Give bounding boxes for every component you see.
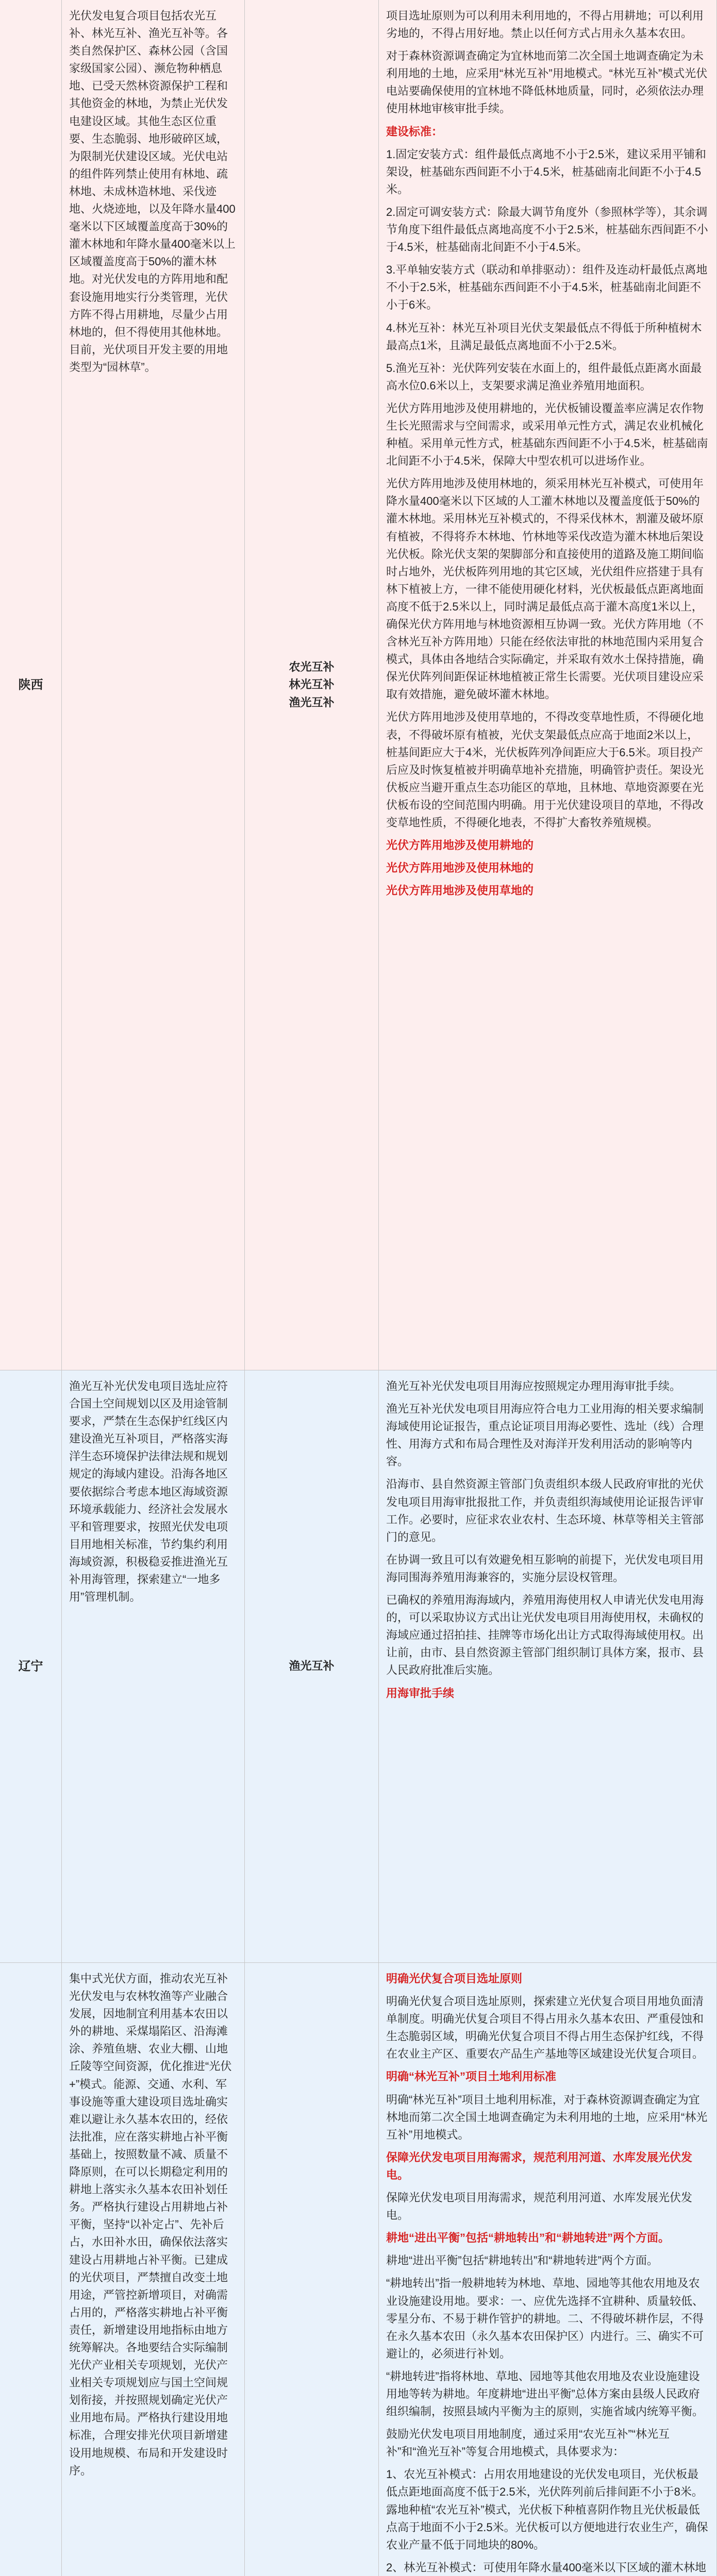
policy-paragraph: 明确“林光互补”项目土地利用标准，对于森林资源调查确定为宜林地而第二次全国土地调查确定为未利用地的土地，应采用“林光互补”用地模式。 — [386, 2093, 708, 2141]
policy-cell — [379, 0, 717, 1370]
policy-paragraph: 在协调一致且可以有效避免相互影响的前提下，光伏发电项目用海同围海养殖用海兼容的，实施分层设权管理。 — [386, 1553, 704, 1584]
scope-text: 集中式光伏方面，推动农光互补光伏发电与农林牧渔等产业融合发展，因地制宜利用基本农田以外的耕地、采煤塌陷区、沿海滩涂、养殖鱼塘、农业大棚、山地丘陵等空间资源，优化推进“光伏+”模式。能源、交通、水利、军事设施等重大建设项目选址确实难以避让永久基本农田的，经依法批准，应在落实耕地占补平衡基础上，按照数量不减、质量不降原则，在可以长期稳定利用的耕地上落实永久基本农田补划任务。严格执行建设占用耕地占补平衡，坚持“以补定占”、先补后占，水田补水田，确保依法落实建设占用耕地占补平衡。已建成的光伏项目，严禁擅自改变土地用途，严管控新增项目，对确需占用的，严格落实耕地占补平衡责任，新增建设用地指标由地方统筹解决。各地要结合实际编制光伏产业相关专项规划，光伏产业相关专项规划应与国土空间规划衔接，并按照规划确定光伏产业用地布局。严格执行建设用地标准，合理安排光伏项目新增建设用地规模、布局和开发建设时序。 — [69, 1972, 232, 2477]
province-cell — [0, 0, 62, 1370]
policy-highlight: 保障光伏发电项目用海需求，规范利用河道、水库发展光伏发电。 — [386, 2150, 693, 2181]
policy-paragraph: 光伏方阵用地涉及使用耕地的，光伏板铺设覆盖率应满足农作物生长光照需求与空间需求，或采用单元性方式，满足农业机械化种植。采用单元性方式，桩基础东西间距不小于4.5米，桩基础南北间距不小于4.5米，保障大中型农机可以进场作业。 — [386, 401, 708, 468]
modes-cell — [245, 0, 379, 1370]
policy-paragraph: 1、农光互补模式：占用农用地建设的光伏发电项目，光伏板最低点距地面高度不低于2.5米，光伏阵列前后排间距不小于8米。露地种植“农光互补”模式，光伏板下种植喜阴作物且光伏板最低点高于地面不小于2.5米。光伏板可以方便地进行农业生产，确保农业产量不低于同地块的80%。 — [386, 2468, 708, 2551]
policy-subheading: 建设标准： — [386, 125, 443, 138]
policy-cell — [379, 1370, 717, 1963]
scope-text: 光伏发电复合项目包括农光互补、林光互补、渔光互补等。各类自然保护区、森林公园（含国家级国家公园）、濒危物种栖息地、已受天然林资源保护工程和其他资金的林地，为禁止光伏发电建设区域。其他生态区位重要、生态脆弱、地形破碎区域，为限制光伏建设区域。光伏电站的组件阵列禁止使用有林地、疏林地、未成林造林地、采伐迹地、火烧迹地，以及年降水量400毫米以下区域覆盖度高于30%的灌木林地和年降水量400毫米以上区域覆盖度高于50%的灌木林地。对光伏发电的方阵用地和配套设施用地实行分类管理，光伏方阵不得占用耕地，尽量少占用林地的，但不得使用其他林地。目前，光伏项目开发主要的用地类型为“园林草”。 — [69, 9, 236, 374]
modes-cell — [245, 1370, 379, 1963]
modes-text: 农光互补 林光互补 渔光互补 — [289, 660, 335, 709]
policy-highlight: 明确光伏复合项目选址原则 — [386, 1972, 523, 1985]
policy-paragraph: 项目选址原则为可以利用未利用地的，不得占用耕地；可以利用劣地的，不得占用好地。禁止以任何方式占用永久基本农田。 — [386, 9, 704, 40]
policy-paragraph: 光伏方阵用地涉及使用林地的，须采用林光互补模式，可使用年降水量400毫米以下区域的人工灌木林地以及覆盖度低于50%的灌木林地。采用林光互补模式的，不得采伐林木，割灌及破坏原有植被，不得将乔木林地、竹林地等采伐改造为灌木林地后架设光伏板。除光伏支架的架脚部分和直接使用的道路及施工期间临时占地外，光伏板阵列用地的其它区域，光伏组件应搭建于具有林下植被上方，一律不能使用硬化材料，光伏板最低点距离地面高度不低于2.5米以上，同时满足最低点高于灌木高度1米以上，确保光伏方阵用地与林地资源相互协调一致。光伏方阵用地（不含林光互补方阵用地）只能在经依法审批的林地范围内采用复合模式，具体由各地结合实际确定，并采取有效水土保持措施，确保光伏阵列间距保证林地植被正常生长需要。光伏项目建设应采取有效措施，避免破坏灌木林地。 — [386, 477, 704, 701]
policy-highlight: 明确“林光互补”项目土地利用标准 — [386, 2070, 557, 2083]
policy-highlight: 耕地“进出平衡”包括“耕地转出”和“耕地转进”两个方面。 — [386, 2231, 670, 2245]
policy-cell — [379, 1963, 717, 2576]
policy-highlight: 光伏方阵用地涉及使用林地的 — [386, 861, 534, 875]
modes-text: 渔光互补 — [289, 1659, 335, 1673]
province-name: 陕西 — [18, 677, 43, 692]
policy-highlight: 光伏方阵用地涉及使用耕地的 — [386, 839, 534, 852]
scope-cell — [62, 0, 245, 1370]
policy-paragraph: 沿海市、县自然资源主管部门负责组织本级人民政府审批的光伏发电项目用海审批报批工作，并负责组织海域使用论证报告评审工作。必要时，应征求农业农村、生态环境、林草等相关主管部门的意见。 — [386, 1478, 704, 1544]
province-name: 辽宁 — [18, 1659, 43, 1673]
policy-paragraph: “耕地转进”指将林地、草地、园地等其他农用地及农业设施建设用地等转为耕地。年度耕地“进出平衡”总体方案由县级人民政府组织编制，按照县域内平衡为主的原则，实施省域内统筹平衡。 — [386, 2369, 704, 2418]
policy-paragraph: 明确光伏复合项目选址原则，探索建立光伏复合项目用地负面清单制度。明确光伏复合项目不得占用永久基本农田、严重侵蚀和生态脆弱区域，明确光伏复合项目不得占用生态保护红线，不得在农业主产区、重要农产品生产基地等区域建设光伏复合项目。 — [386, 1995, 704, 2061]
policy-paragraph: 1.固定安装方式：组件最低点离地不小于2.5米，建议采用平铺和架设，桩基础东西间距不小于4.5米，桩基础南北间距不小于4.5米。 — [386, 147, 706, 196]
policy-paragraph: 已确权的养殖用海海域内，养殖用海使用权人申请光伏发电用海的，可以采取协议方式出让光伏发电项目用海使用权，未确权的海域应通过招拍挂、挂牌等市场化出让方式取得海域使用权。出让前，由市、县自然资源主管部门组织制订具体方案，报市、县人民政府批准后实施。 — [386, 1594, 704, 1677]
policy-paragraph: 保障光伏发电项目用海需求，规范利用河道、水库发展光伏发电。 — [386, 2191, 693, 2222]
scope-cell — [62, 1963, 245, 2576]
province-cell — [0, 1370, 62, 1963]
policy-paragraph: 5.渔光互补：光伏阵列安装在水面上的，组件最低点距离水面最高水位0.6米以上，支架要求满足渔业养殖用地面积。 — [386, 361, 702, 392]
policy-paragraph: 4.林光互补：林光互补项目光伏支架最低点不得低于所种植树木最高点1米，且满足最低点离地面不小于2.5米。 — [386, 321, 702, 352]
policy-highlight: 用海审批手续 — [386, 1686, 455, 1700]
province-cell — [0, 1963, 62, 2576]
modes-cell — [245, 1963, 379, 2576]
policy-paragraph: “耕地转出”指一般耕地转为林地、草地、园地等其他农用地及农业设施建设用地。要求：一、应优先选择不宜耕种、质量较低、零星分布、不易于耕作管护的耕地。二、不得破坏耕作层，不得在永久基本农田（永久基本农田保护区）内进行。三、确实不可避让的，必须进行补划。 — [386, 2277, 704, 2360]
policy-paragraph: 2.固定可调安装方式：除最大调节角度外（参照林学等），其余调节角度下组件最低点离地高度不小于2.5米，桩基础东西间距不小于4.5米，桩基础南北间距不小于4.5米。 — [386, 205, 708, 254]
policy-paragraph: 光伏方阵用地涉及使用草地的，不得改变草地性质，不得硬化地表，不得破坏原有植被，光伏支架最低点应高于地面2米以上，桩基间距应大于4米，光伏板阵列净间距应大于6.5米。项目投产后应及时恢复植被并明确草地补充措施，明确管护责任。架设光伏板应当避开重点生态功能区的草地，且林地、草地资源要在光伏板布设的空间范围内明确。用于光伏建设项目的草地，不得改变草地性质，不得硬化地表，不得扩大畜牧养殖规模。 — [386, 710, 704, 829]
policy-paragraph: 渔光互补光伏发电项目用海应按照规定办理用海审批手续。 — [386, 1380, 681, 1393]
policy-paragraph: 2、林光互补模式：可使用年降水量400毫米以下区域的灌木林地 — [386, 2561, 706, 2574]
policy-paragraph: 渔光互补光伏发电项目用海应符合电力工业用海的相关要求编制海域使用论证报告，重点论证项目用海必要性、选址（线）合理性、用海方式和布局合理性及对海洋开发利用活动的影响等内容。 — [386, 1402, 704, 1468]
scope-cell — [62, 1370, 245, 1963]
policy-paragraph: 鼓励光伏发电项目用地制度，通过采用“农光互补”“林光互补”和“渔光互补”等复合用地模式，具体要求为： — [386, 2428, 670, 2459]
policy-paragraph: 3.平单轴安装方式（联动和单排驱动）：组件及连动杆最低点离地不小于2.5米，桩基础东西间距不小于4.5米，桩基础南北间距不小于6米。 — [386, 263, 708, 312]
policy-paragraph: 耕地“进出平衡”包括“耕地转出”和“耕地转进”两个方面。 — [386, 2254, 658, 2267]
policy-highlight: 光伏方阵用地涉及使用草地的 — [386, 884, 534, 897]
policy-paragraph: 对于森林资源调查确定为宜林地而第二次全国土地调查确定为未利用地的土地，应采用“林光互补”用地模式。“林光互补”模式光伏电站要确保使用的宜林地不降低林地质量，同时，必须依法办理使用林地审核审批手续。 — [386, 49, 708, 115]
scope-text: 渔光互补光伏发电项目选址应符合国土空间规划以区及用途管制要求，严禁在生态保护红线区内建设渔光互补项目，严格落实海洋生态环境保护法律法规和规划规定的海域内建设。沿海各地区要依据综合考虑本地区海域资源环境承载能力、经济社会发展水平和管理要求，按照光伏发电项目用地相关标准，节约集约利用海域资源，积极稳妥推进渔光互补用海管理，探索建立“一地多用”管理机制。 — [69, 1380, 228, 1604]
